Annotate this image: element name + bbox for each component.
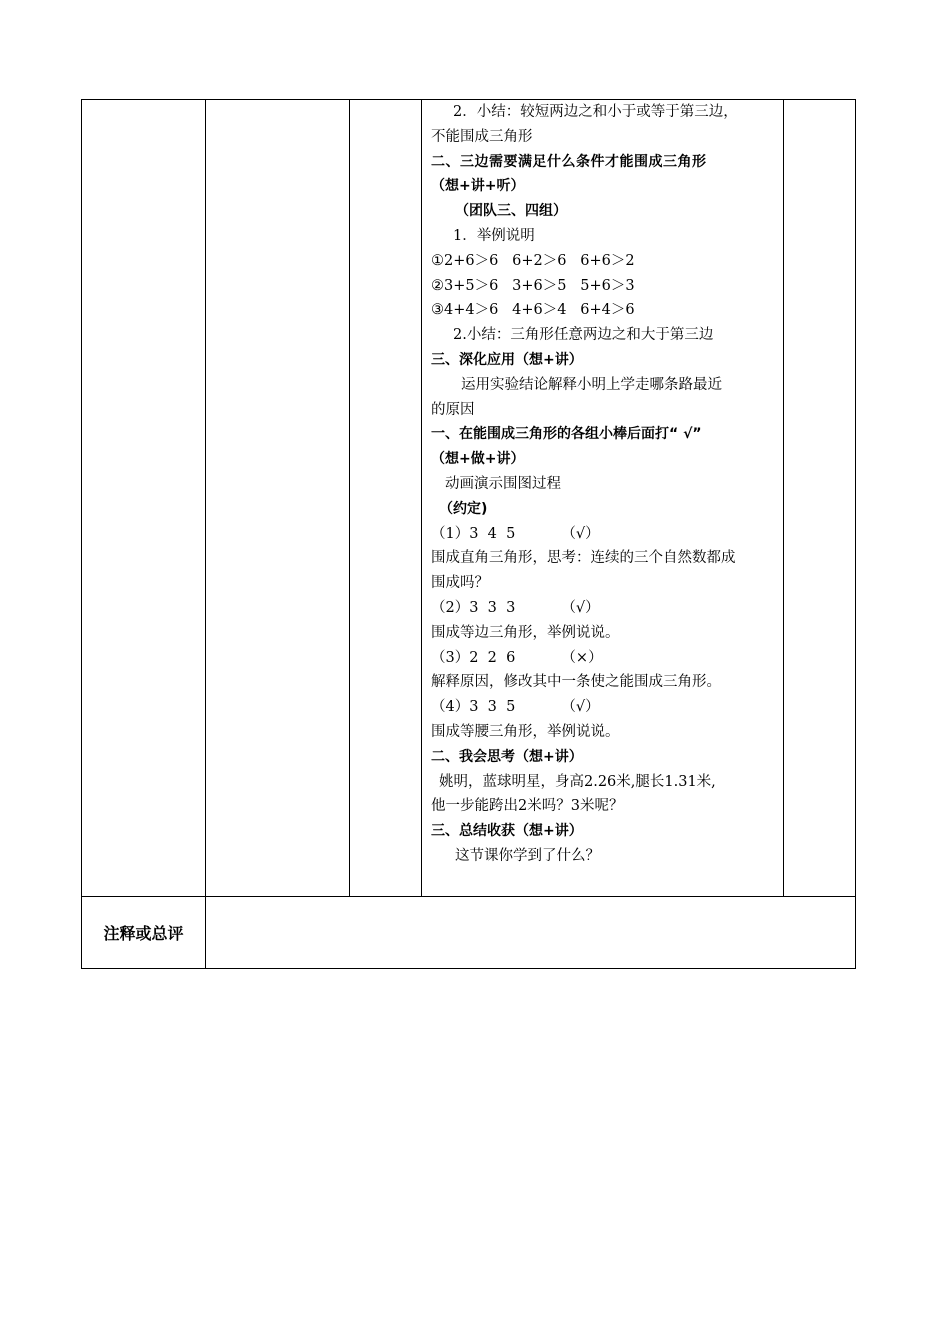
section-heading: 二、三边需要满足什么条件才能围成三角形 bbox=[431, 153, 707, 170]
paragraph-line: 动画演示围图过程 bbox=[445, 475, 561, 492]
column-2-cell bbox=[206, 100, 350, 897]
column-3-cell bbox=[350, 100, 422, 897]
section-heading: 三、总结收获（想+讲） bbox=[431, 823, 583, 840]
summary-line: 2.小结：三角形任意两边之和大于第三边 bbox=[453, 327, 714, 344]
paragraph-line: 运用实验结论解释小明上学走哪条路最近 bbox=[461, 376, 722, 393]
exercise-activity: （想+做+讲） bbox=[431, 451, 525, 468]
exercise-note: 围成等边三角形，举例说说。 bbox=[431, 624, 620, 641]
section-heading: 二、我会思考（想+讲） bbox=[431, 748, 583, 765]
paragraph-line: 他一步能跨出2米吗？3米呢？ bbox=[431, 798, 624, 815]
paragraph-line: 的原因 bbox=[431, 401, 475, 418]
exercise-heading: 一、在能围成三角形的各组小棒后面打“ √” bbox=[431, 426, 702, 443]
exercise-item: （2）3 3 3 （√） bbox=[431, 599, 600, 616]
example-line: ③4+4＞6 4+6＞4 6+4＞6 bbox=[431, 302, 635, 319]
agreement-note: （约定) bbox=[439, 500, 488, 517]
paragraph-line: 姚明，蓝球明星，身高2.26米,腿长1.31米, bbox=[439, 773, 716, 790]
exercise-item: （1）3 4 5 （√） bbox=[431, 525, 600, 542]
main-row bbox=[82, 100, 856, 897]
exercise-note: 解释原因，修改其中一条使之能围成三角形。 bbox=[431, 674, 721, 691]
example-line: ②3+5＞6 3+6＞5 5+6＞3 bbox=[431, 277, 635, 294]
exercise-item: （4）3 3 5 （√） bbox=[431, 699, 600, 716]
exercise-note: 围成吗？ bbox=[431, 575, 489, 592]
exercise-note: 围成直角三角形，思考：连续的三个自然数都成 bbox=[431, 550, 736, 567]
column-1-cell bbox=[82, 100, 206, 897]
section-heading: 三、深化应用（想+讲） bbox=[431, 351, 583, 368]
exercise-note: 围成等腰三角形，举例说说。 bbox=[431, 723, 620, 740]
footer-label: 注释或总评 bbox=[82, 897, 206, 969]
paragraph-line: 这节课你学到了什么？ bbox=[455, 847, 600, 864]
example-line: ①2+6＞6 6+2＞6 6+6＞2 bbox=[431, 252, 635, 269]
summary-line-cont: 不能围成三角形 bbox=[431, 128, 533, 145]
content-cell bbox=[422, 100, 784, 897]
example-heading: 1．举例说明 bbox=[453, 227, 535, 244]
summary-line: 2．小结：较短两边之和小于或等于第三边， bbox=[453, 104, 738, 120]
column-5-cell bbox=[784, 100, 856, 897]
team-note: （团队三、四组） bbox=[455, 203, 567, 220]
lesson-content bbox=[422, 100, 783, 883]
section-activity: （想+讲+听） bbox=[431, 178, 525, 195]
lesson-plan-table bbox=[81, 99, 856, 969]
footer-comment-cell bbox=[206, 897, 856, 969]
footer-row bbox=[82, 897, 856, 969]
exercise-item: （3）2 2 6 （×） bbox=[431, 649, 603, 666]
